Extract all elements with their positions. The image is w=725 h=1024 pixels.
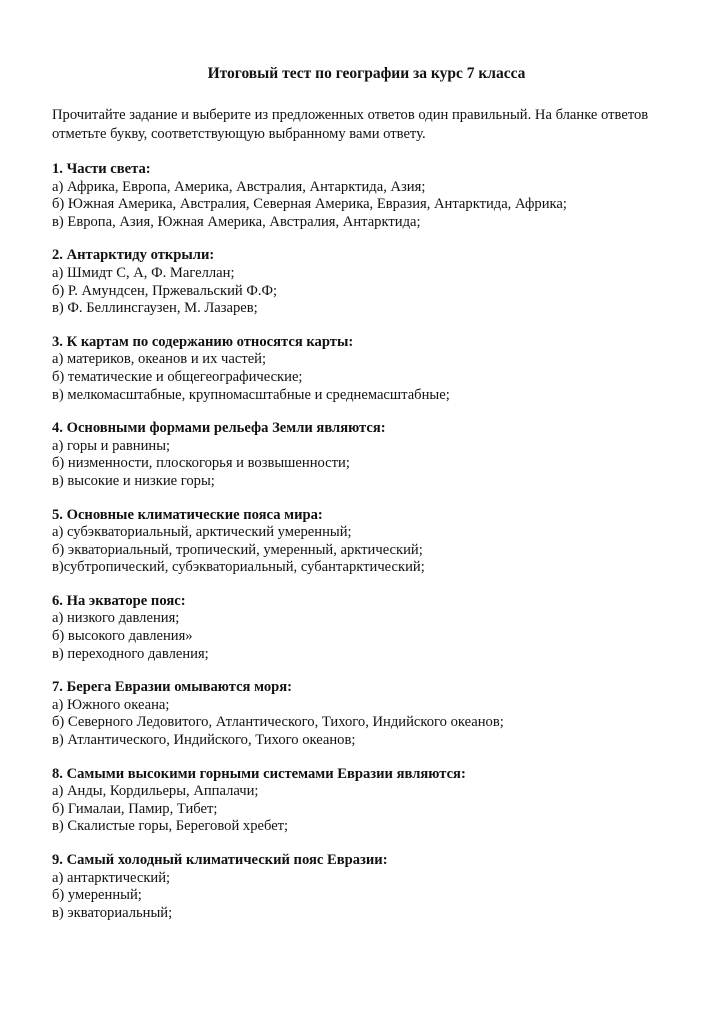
question-title: 7. Берега Евразии омываются моря: [52, 679, 293, 696]
answer-option-c: в) экваториальный; [52, 904, 173, 921]
answer-option-a: а) низкого давления; [52, 610, 180, 627]
answer-option-c: в) переходного давления; [52, 645, 209, 662]
answer-option-b: б) умеренный; [52, 887, 142, 904]
question-5 [52, 507, 673, 577]
question-3 [52, 334, 673, 404]
answer-option-b: б) высокого давления» [52, 628, 193, 645]
question-title: 9. Самый холодный климатический пояс Евразии: [52, 852, 388, 868]
answer-option-b: б) низменности, плоскогорья и возвышенности; [52, 455, 350, 472]
answer-option-c: в) мелкомасштабные, крупномасштабные и среднемасштабные; [52, 386, 450, 403]
instructions-line: отметьте букву, соответствующую выбранному вами ответу. [52, 126, 426, 142]
question-title: 1. Части света: [52, 161, 151, 177]
answer-option-a: а) материков, океанов и их частей; [52, 351, 267, 368]
answer-option-c: в) Скалистые горы, Береговой хребет; [52, 818, 289, 835]
question-title: 4. Основными формами рельефа Земли являются: [52, 420, 386, 437]
question-4 [52, 420, 673, 490]
answer-option-b: б) тематические и общегеографические; [52, 368, 303, 385]
answer-option-a: а) Анды, Кордильеры, Аппалачи; [52, 783, 259, 800]
instructions-line: Прочитайте задание и выберите из предложенных ответов один правильный. На бланке ответов [52, 107, 649, 123]
answer-option-a: а) антарктический; [52, 869, 171, 886]
answer-option-a: а) горы и равнины; [52, 437, 171, 454]
instructions-paragraph [52, 106, 673, 144]
answer-option-a: а) субэкваториальный, арктический умеренный; [52, 524, 352, 541]
question-6 [52, 593, 673, 663]
answer-option-c: в)субтропический, субэкваториальный, субантарктический; [52, 559, 425, 576]
answer-option-b: б) экваториальный, тропический, умеренный, арктический; [52, 541, 423, 558]
answer-option-c: в) Ф. Беллинсгаузен, М. Лазарев; [52, 300, 258, 317]
question-1 [52, 161, 673, 231]
answer-option-c: в) Европа, Азия, Южная Америка, Австралия, Антарктида; [52, 213, 421, 230]
question-list [52, 161, 673, 922]
answer-option-b: б) Северного Ледовитого, Атлантического, Тихого, Индийского океанов; [52, 714, 504, 731]
answer-option-a: а) Шмидт С, А, Ф. Магеллан; [52, 264, 235, 281]
answer-option-b: б) Южная Америка, Австралия, Северная Америка, Евразия, Антарктида, Африка; [52, 196, 567, 213]
question-2 [52, 247, 673, 317]
question-9 [52, 852, 673, 922]
answer-option-a: а) Южного океана; [52, 696, 170, 713]
answer-option-b: б) Р. Амундсен, Пржевальский Ф.Ф; [52, 282, 278, 299]
answer-option-a: а) Африка, Европа, Америка, Австралия, Антарктида, Азия; [52, 178, 426, 195]
question-title: 6. На экваторе пояс: [52, 592, 186, 609]
question-title: 8. Самыми высокими горными системами Евразии являются: [52, 765, 466, 782]
question-title: 5. Основные климатические пояса мира: [52, 506, 323, 523]
answer-option-b: б) Гималаи, Памир, Тибет; [52, 800, 218, 817]
document-title: Итоговый тест по географии за курс 7 класса [207, 65, 526, 82]
question-title: 2. Антарктиду открыли: [52, 247, 215, 264]
question-8 [52, 766, 673, 836]
answer-option-c: в) высокие и низкие горы; [52, 472, 215, 489]
answer-option-c: в) Атлантического, Индийского, Тихого океанов; [52, 732, 356, 749]
question-7 [52, 679, 673, 749]
question-title: 3. К картам по содержанию относятся карты: [52, 333, 354, 350]
